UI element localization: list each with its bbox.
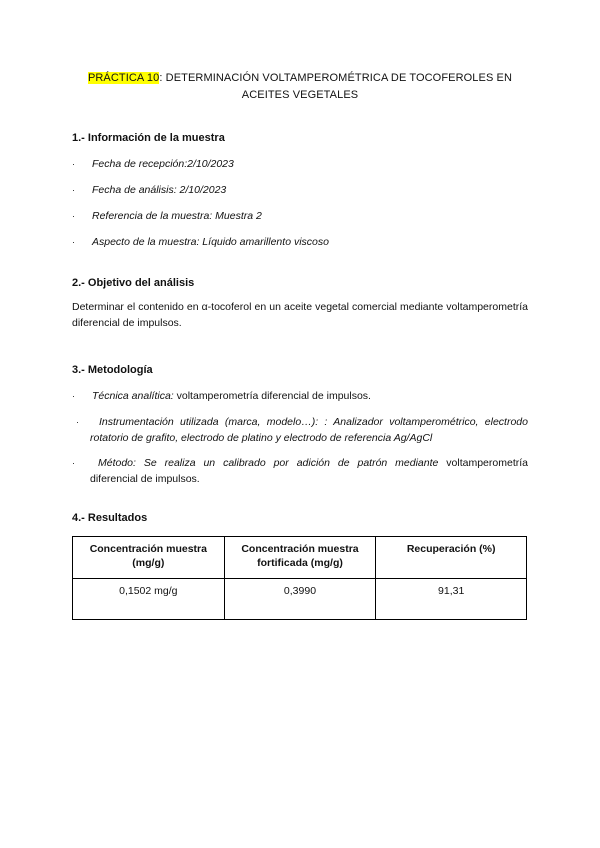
metodo-value: voltamperometría diferencial de impulsos. <box>90 457 528 485</box>
bullet-icon: · <box>72 185 75 195</box>
bullet-icon: · <box>72 211 75 221</box>
cell-recuperacion: 91,31 <box>376 579 527 620</box>
section-1-heading: 1.- Información de la muestra <box>72 132 225 144</box>
metodo <box>90 455 528 487</box>
tecnica-value: voltamperometría diferencial de impulsos. <box>173 390 371 402</box>
metodo-label: Método: Se realiza un calibrado por adición de patrón mediante <box>98 457 439 469</box>
cell-concentracion-muestra: 0,1502 mg/g <box>73 579 225 620</box>
instrumentacion: Instrumentación utilizada (marca, modelo…): : Analizador voltamperométrico, electrodo rotatorio de grafito, electrodo de platino y electrodo de referencia Ag/AgCl <box>90 416 528 444</box>
table-header-row <box>73 537 527 579</box>
header-recuperacion: Recuperación (%) <box>376 537 527 579</box>
list-item <box>72 455 528 487</box>
tecnica-label: Técnica analítica: <box>92 390 174 402</box>
title-text: : DETERMINACIÓN VOLTAMPEROMÉTRICA DE TOCOFEROLES EN ACEITES VEGETALES <box>159 72 513 101</box>
bullet-icon: · <box>72 458 75 468</box>
fecha-recepcion: Fecha de recepción:2/10/2023 <box>92 158 234 170</box>
section-3-heading: 3.- Metodología <box>72 364 153 376</box>
section-4-heading: 4.- Resultados <box>72 512 148 524</box>
bullet-icon: · <box>72 159 75 169</box>
tecnica-analitica <box>92 388 371 404</box>
table-row <box>73 579 527 620</box>
cell-concentracion-fortificada: 0,3990 <box>224 579 376 620</box>
document-title <box>72 70 528 104</box>
fecha-analisis: Fecha de análisis: 2/10/2023 <box>92 184 227 196</box>
results-table <box>72 536 527 620</box>
bullet-icon: · <box>72 391 75 401</box>
bullet-icon: · <box>72 237 75 247</box>
referencia-muestra: Referencia de la muestra: Muestra 2 <box>92 210 262 222</box>
objetivo-text: Determinar el contenido en α-tocoferol en un aceite vegetal comercial mediante voltamperometría diferencial de impulsos. <box>72 301 528 329</box>
header-concentracion-muestra: Concentración muestra (mg/g) <box>73 537 225 579</box>
header-concentracion-fortificada: Concentración muestra fortificada (mg/g) <box>224 537 376 579</box>
aspecto-muestra: Aspecto de la muestra: Líquido amarillento viscoso <box>92 236 329 248</box>
bullet-icon: · <box>76 417 79 427</box>
list-item <box>72 414 528 446</box>
title-highlight: PRÁCTICA 10 <box>87 72 160 84</box>
section-2-heading: 2.- Objetivo del análisis <box>72 277 195 289</box>
